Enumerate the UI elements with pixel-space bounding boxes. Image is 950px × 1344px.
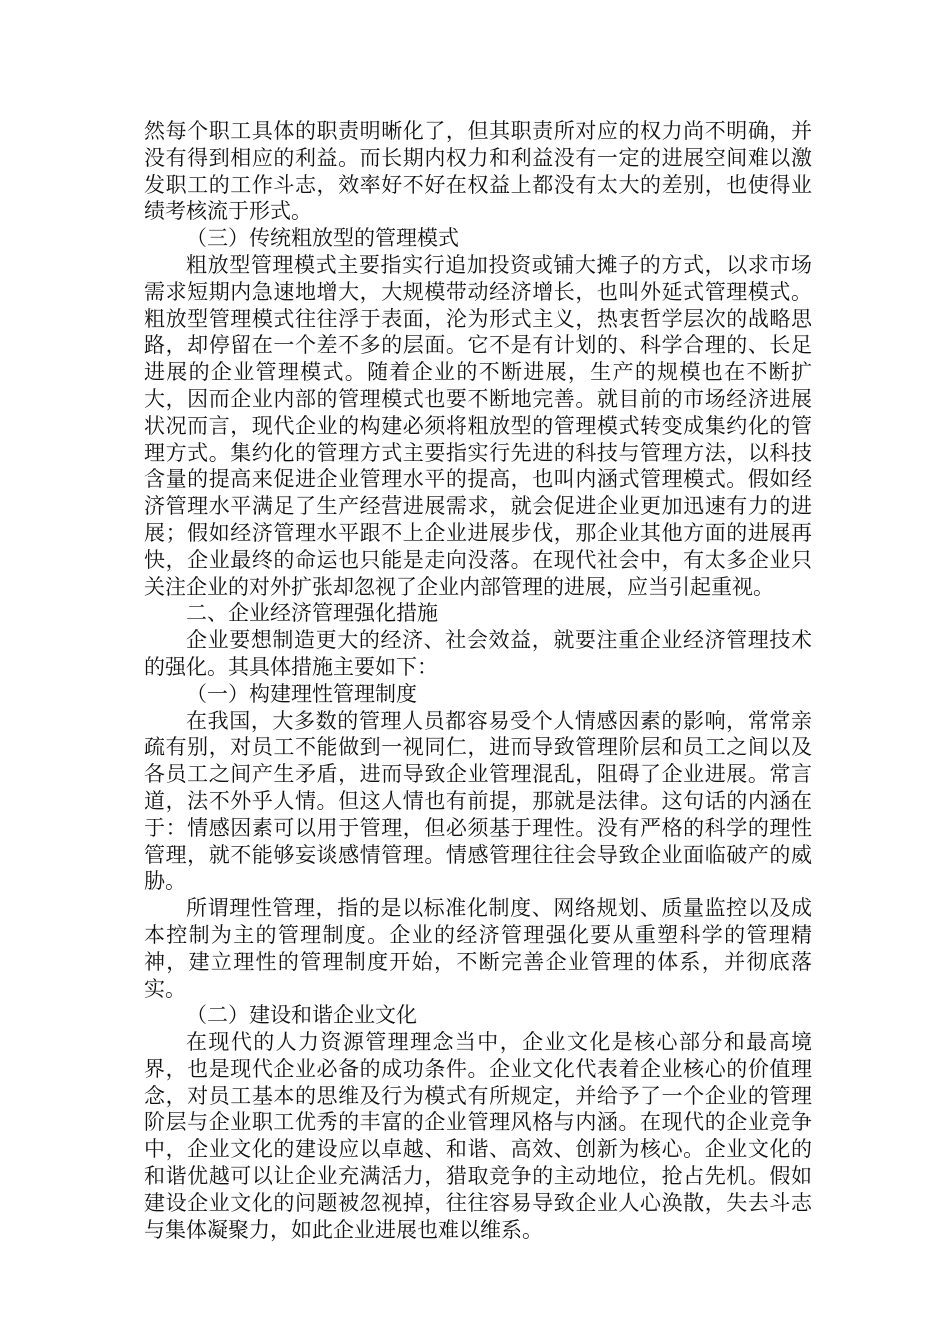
paragraph: 然每个职工具体的职责明晰化了，但其职责所对应的权力尚不明确，并没有得到相应的利益。而长期内权力和利益没有一定的进展空间难以激发职工的工作斗志，效率好不好在权益上都没有太大的差别，也使得业绩考核流于形式。	[144, 119, 812, 224]
document-page	[144, 118, 812, 1243]
section-heading: （三）传统粗放型的管理模式	[186, 226, 459, 251]
paragraph: 企业要想制造更大的经济、社会效益，就要注重企业经济管理技术的强化。其具体措施主要如下：	[144, 628, 812, 679]
paragraph: 所谓理性管理，指的是以标准化制度、网络规划、质量监控以及成本控制为主的管理制度。企业的经济管理强化要从重塑科学的管理精神，建立理性的管理制度开始，不断完善企业管理的体系，并彻底落实。	[144, 896, 812, 1001]
paragraph: 在我国，大多数的管理人员都容易受个人情感因素的影响，常常亲疏有别，对员工不能做到一视同仁，进而导致管理阶层和员工之间以及各员工之间产生矛盾，进而导致企业管理混乱，阻碍了企业进展。常言道，法不外乎人情。但这人情也有前提，那就是法律。这句话的内涵在于：情感因素可以用于管理，但必须基于理性。没有严格的科学的理性管理，就不能够妄谈感情管理。情感管理往往会导致企业面临破产的威胁。	[144, 708, 812, 894]
section-heading: 二、企业经济管理强化措施	[186, 601, 438, 626]
paragraph: 粗放型管理模式主要指实行追加投资或铺大摊子的方式，以求市场需求短期内急速地增大，大规模带动经济增长，也叫外延式管理模式。粗放型管理模式往往浮于表面，沦为形式主义，热衷哲学层次的战略思路，却停留在一个差不多的层面。它不是有计划的、科学合理的、长足进展的企业管理模式。随着企业的不断进展，生产的规模也在不断扩大，因而企业内部的管理模式也要不断地完善。就目前的市场经济进展状况而言，现代企业的构建必须将粗放型的管理模式转变成集约化的管理方式。集约化的管理方式主要指实行先进的科技与管理方法，以科技含量的提高来促进企业管理水平的提高，也叫内涵式管理模式。假如经济管理水平满足了生产经营进展需求，就会促进企业更加迅速有力的进展；假如经济管理水平跟不上企业进展步伐，那企业其他方面的进展再快，企业最终的命运也只能是走向没落。在现代社会中，有太多企业只关注企业的对外扩张却忽视了企业内部管理的进展，应当引起重视。	[144, 252, 812, 599]
paragraph: 在现代的人力资源管理理念当中，企业文化是核心部分和最高境界，也是现代企业必备的成功条件。企业文化代表着企业核心的价值理念，对员工基本的思维及行为模式有所规定，并给予了一个企业的管理阶层与企业职工优秀的丰富的企业管理风格与内涵。在现代的企业竞争中，企业文化的建设应以卓越、和谐、高效、创新为核心。企业文化的和谐优越可以让企业充满活力，猎取竞争的主动地位，抢占先机。假如建设企业文化的问题被忽视掉，往往容易导致企业人心涣散，失去斗志与集体凝聚力，如此企业进展也难以维系。	[144, 1030, 812, 1242]
section-heading: （一）构建理性管理制度	[186, 681, 417, 706]
section-heading: （二）建设和谐企业文化	[186, 1003, 417, 1028]
